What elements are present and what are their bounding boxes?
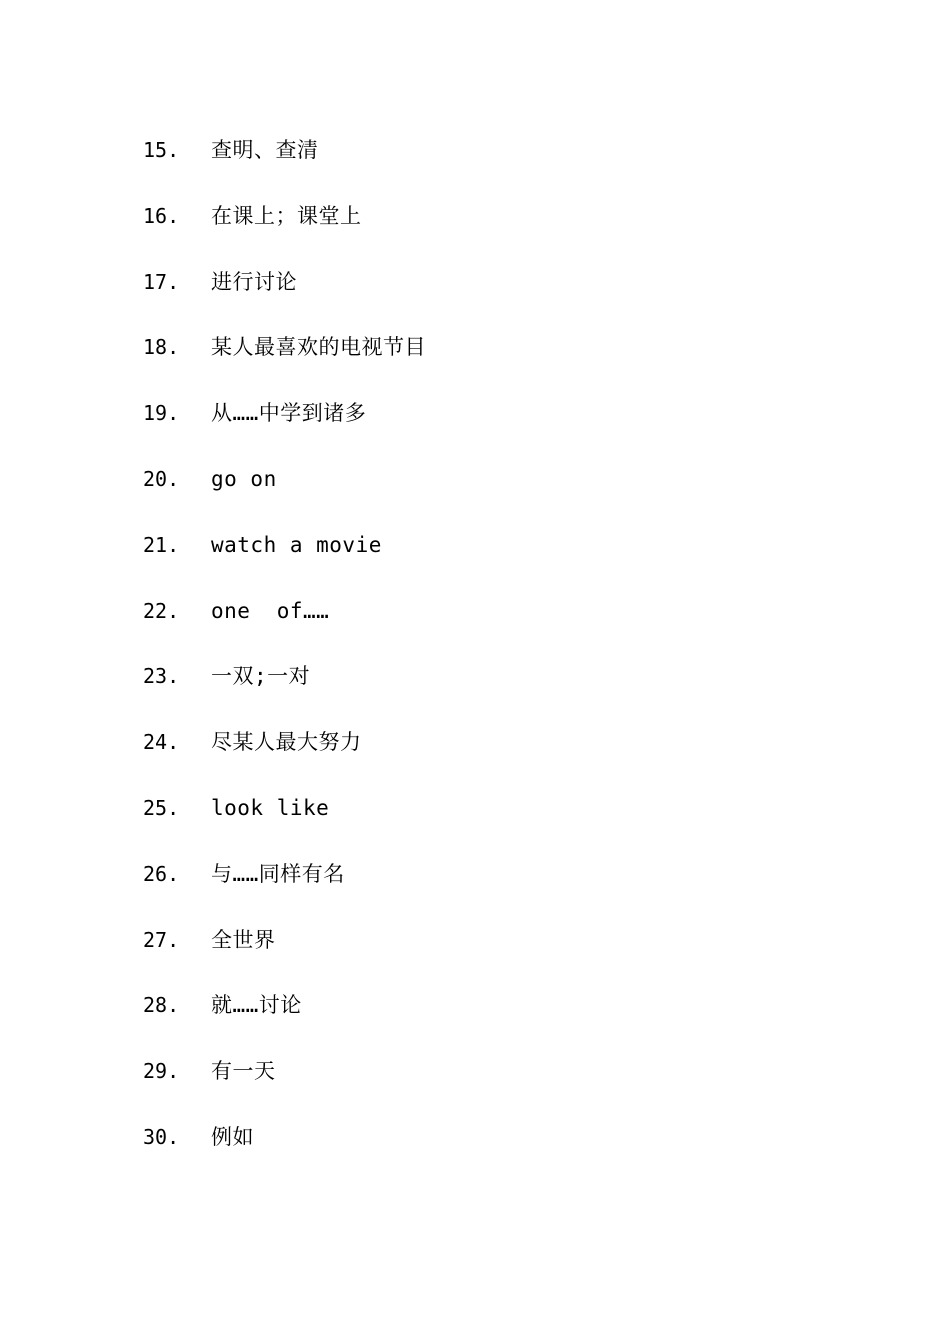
item-text: 尽某人最大努力 [211,730,362,755]
list-item [143,920,426,986]
item-text: 进行讨论 [211,269,297,294]
list-item [143,525,426,591]
item-number: 28. [143,993,180,1018]
list-item [143,459,426,525]
item-text: 在课上；课堂上 [211,203,362,228]
list-item [143,656,426,722]
item-text: 从……中学到诸多 [211,401,367,426]
item-number: 17. [143,269,180,294]
item-number: 22. [143,598,180,623]
list-item [143,262,426,328]
item-number: 23. [143,664,180,689]
item-number: 26. [143,861,180,886]
list-item [143,722,426,788]
item-number: 16. [143,203,180,228]
list-item [143,1051,426,1117]
item-text: 就……讨论 [211,993,302,1018]
item-text: 与……同样有名 [211,861,345,886]
list-item [143,591,426,657]
item-number: 29. [143,1059,180,1084]
item-text: 某人最喜欢的电视节目 [211,335,426,360]
list-item [143,854,426,920]
item-number: 24. [143,730,180,755]
list-item [143,393,426,459]
item-number: 30. [143,1124,180,1149]
vocabulary-list [143,130,426,1183]
item-text: 查明、查清 [211,138,319,162]
item-number: 18. [143,335,180,360]
item-number: 15. [143,138,180,162]
list-item [143,327,426,393]
list-item [143,788,426,854]
item-text: 有一天 [211,1059,276,1084]
item-number: 19. [143,401,180,426]
item-text: watch a movie [211,532,382,557]
item-number: 27. [143,927,180,952]
item-number: 21. [143,532,180,557]
item-number: 20. [143,466,180,491]
item-text: 一双;一对 [211,664,311,689]
list-item [143,1117,426,1183]
item-text: one of…… [211,598,330,623]
item-text: 例如 [211,1124,254,1149]
item-text: look like [211,795,330,820]
item-text: go on [211,466,277,491]
item-number: 25. [143,795,180,820]
list-item [143,196,426,262]
item-text: 全世界 [211,927,276,952]
list-item [143,130,426,196]
list-item [143,985,426,1051]
